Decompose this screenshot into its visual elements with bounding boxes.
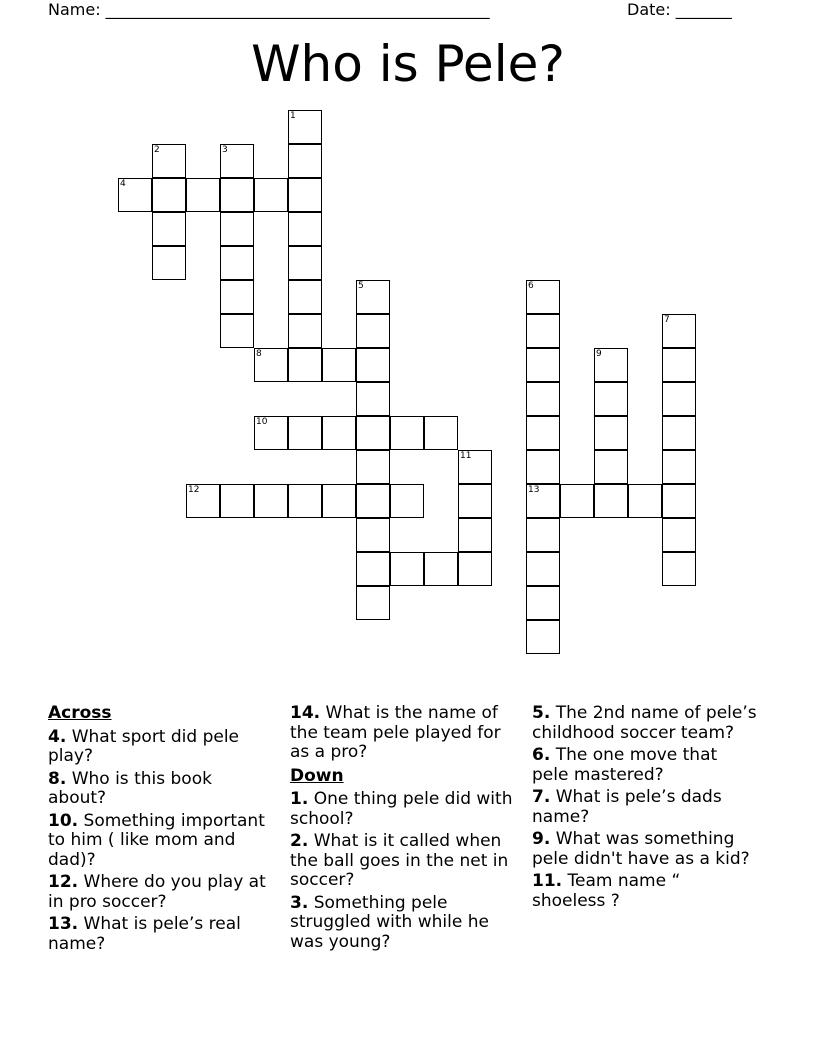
clue-across-14: 14. What is the name of the team pele played for as a pro? xyxy=(290,703,501,762)
clue-number: 7 xyxy=(664,315,670,325)
grid-cell[interactable] xyxy=(458,450,492,484)
grid-cell[interactable] xyxy=(322,348,356,382)
grid-cell[interactable] xyxy=(356,518,390,552)
grid-cell[interactable] xyxy=(594,416,628,450)
clue-down-9: 9. What was something pele didn't have as a kid? xyxy=(532,829,750,869)
grid-cell[interactable] xyxy=(526,280,560,314)
grid-cell[interactable] xyxy=(662,450,696,484)
grid-cell[interactable] xyxy=(356,280,390,314)
grid-cell[interactable] xyxy=(186,484,220,518)
grid-cell[interactable] xyxy=(628,484,662,518)
grid-cell[interactable] xyxy=(254,348,288,382)
grid-cell[interactable] xyxy=(594,450,628,484)
clues-column-3 xyxy=(532,704,758,914)
grid-cell[interactable] xyxy=(458,552,492,586)
grid-cell[interactable] xyxy=(356,382,390,416)
grid-cell[interactable] xyxy=(526,518,560,552)
clue-across-12: 12. Where do you play at in pro soccer? xyxy=(48,872,266,912)
grid-cell[interactable] xyxy=(288,246,322,280)
grid-cell[interactable] xyxy=(288,144,322,178)
grid-cell[interactable] xyxy=(526,552,560,586)
clue-down-5: 5. The 2nd name of pele’s childhood soccer team? xyxy=(532,703,757,743)
clue-number: 9 xyxy=(596,349,602,359)
grid-cell[interactable] xyxy=(152,178,186,212)
grid-cell[interactable] xyxy=(560,484,594,518)
grid-cell[interactable] xyxy=(662,382,696,416)
grid-cell[interactable] xyxy=(526,314,560,348)
grid-cell[interactable] xyxy=(118,178,152,212)
grid-cell[interactable] xyxy=(220,178,254,212)
clues-column-1 xyxy=(48,704,274,957)
clues-column-2 xyxy=(290,704,516,955)
clue-down-1: 1. One thing pele did with school? xyxy=(290,789,513,829)
grid-cell[interactable] xyxy=(288,110,322,144)
clue-number: 11 xyxy=(460,451,472,461)
grid-cell[interactable] xyxy=(254,178,288,212)
grid-cell[interactable] xyxy=(662,314,696,348)
clue-number: 13 xyxy=(528,485,540,495)
grid-cell[interactable] xyxy=(288,280,322,314)
across-heading: Across xyxy=(48,703,112,723)
grid-cell[interactable] xyxy=(322,484,356,518)
clue-across-4: 4. What sport did pele play? xyxy=(48,726,240,766)
grid-cell[interactable] xyxy=(356,484,390,518)
grid-cell[interactable] xyxy=(526,620,560,654)
grid-cell[interactable] xyxy=(356,416,390,450)
grid-cell[interactable] xyxy=(458,518,492,552)
grid-cell[interactable] xyxy=(288,212,322,246)
grid-cell[interactable] xyxy=(152,212,186,246)
grid-cell[interactable] xyxy=(356,552,390,586)
grid-cell[interactable] xyxy=(526,382,560,416)
grid-cell[interactable] xyxy=(390,484,424,518)
clue-down-3: 3. Something pele struggled with while he was young? xyxy=(290,892,489,952)
grid-cell[interactable] xyxy=(254,484,288,518)
grid-cell[interactable] xyxy=(220,144,254,178)
grid-cell[interactable] xyxy=(662,348,696,382)
clue-across-8: 8. Who is this book about? xyxy=(48,768,212,808)
clue-across-13: 13. What is pele’s real name? xyxy=(48,914,241,954)
grid-cell[interactable] xyxy=(594,382,628,416)
date-field-label[interactable]: Date: _______ xyxy=(627,0,732,19)
grid-cell[interactable] xyxy=(424,552,458,586)
grid-cell[interactable] xyxy=(390,416,424,450)
grid-cell[interactable] xyxy=(526,348,560,382)
grid-cell[interactable] xyxy=(288,348,322,382)
clue-down-6: 6. The one move that pele mastered? xyxy=(532,745,718,785)
clue-down-11: 11. Team name “ shoeless ? xyxy=(532,871,681,911)
grid-cell[interactable] xyxy=(424,416,458,450)
grid-cell[interactable] xyxy=(152,246,186,280)
grid-cell[interactable] xyxy=(186,178,220,212)
grid-cell[interactable] xyxy=(220,246,254,280)
grid-cell[interactable] xyxy=(288,484,322,518)
grid-cell[interactable] xyxy=(288,178,322,212)
grid-cell[interactable] xyxy=(322,416,356,450)
grid-cell[interactable] xyxy=(220,314,254,348)
grid-cell[interactable] xyxy=(458,484,492,518)
clue-down-7: 7. What is pele’s dads name? xyxy=(532,787,722,827)
grid-cell[interactable] xyxy=(662,552,696,586)
grid-cell[interactable] xyxy=(594,484,628,518)
clue-number: 12 xyxy=(188,485,200,495)
grid-cell[interactable] xyxy=(220,280,254,314)
clue-number: 3 xyxy=(222,145,228,155)
grid-cell[interactable] xyxy=(356,348,390,382)
name-field-label[interactable]: Name: ________________________________________________ xyxy=(48,0,490,19)
clue-number: 2 xyxy=(154,145,160,155)
down-heading: Down xyxy=(290,765,344,786)
clue-number: 4 xyxy=(120,179,126,189)
clue-across-10: 10. Something important to him ( like mom and dad)? xyxy=(48,810,265,870)
clue-number: 6 xyxy=(528,281,534,291)
grid-cell[interactable] xyxy=(526,416,560,450)
grid-cell[interactable] xyxy=(220,212,254,246)
grid-cell[interactable] xyxy=(594,348,628,382)
clue-number: 8 xyxy=(256,349,262,359)
clue-number: 1 xyxy=(290,111,296,121)
grid-cell[interactable] xyxy=(662,416,696,450)
grid-cell[interactable] xyxy=(288,416,322,450)
page-title: Who is Pele? xyxy=(251,35,565,93)
grid-cell[interactable] xyxy=(356,586,390,620)
clue-number: 5 xyxy=(358,281,364,291)
grid-cell[interactable] xyxy=(288,314,322,348)
grid-cell[interactable] xyxy=(220,484,254,518)
grid-cell[interactable] xyxy=(152,144,186,178)
grid-cell[interactable] xyxy=(526,484,560,518)
grid-cell[interactable] xyxy=(526,586,560,620)
grid-cell[interactable] xyxy=(662,484,696,518)
grid-cell[interactable] xyxy=(254,416,288,450)
grid-cell[interactable] xyxy=(390,552,424,586)
clue-down-2: 2. What is it called when the ball goes in the net in soccer? xyxy=(290,831,509,890)
grid-cell[interactable] xyxy=(662,518,696,552)
grid-cell[interactable] xyxy=(356,314,390,348)
grid-cell[interactable] xyxy=(526,450,560,484)
grid-cell[interactable] xyxy=(356,450,390,484)
clue-number: 10 xyxy=(256,417,268,427)
